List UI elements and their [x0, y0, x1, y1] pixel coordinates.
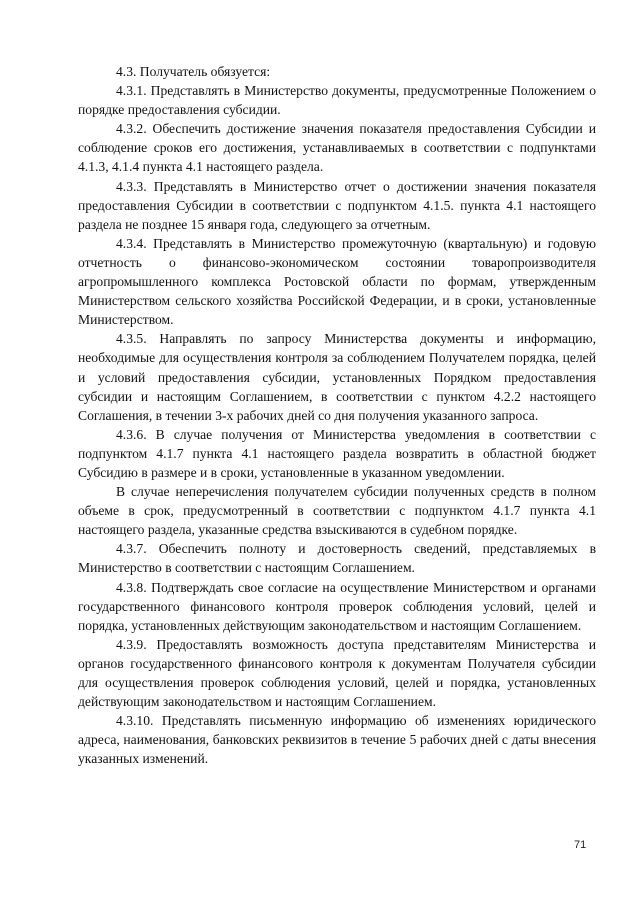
clause-4-3-6: 4.3.6. В случае получения от Министерства уведомления в соответствии с подпунктом 4.1.7 пункта 4.1 настоящего раздела возвратить в областной бюджет Субсидию в размере и в сроки, установленные в указанном уведомлении. — [78, 426, 596, 480]
clause-4-3-6-continuation: В случае неперечисления получателем субсидии полученных средств в полном объеме в срок, предусмотренный в соответствии с подпунктом 4.1.7 пункта 4.1 настоящего раздела, указанные средства взыскиваются в судебном порядке. — [78, 484, 596, 538]
section-heading-4-3: 4.3. Получатель обязуется: — [116, 64, 271, 79]
clause-4-3-9: 4.3.9. Предоставлять возможность доступа представителям Министерства и органов государственного финансового контроля к документам Получателя субсидии для осуществления проверок соблюдения условий, целей и порядка, установленных действующим законодательством и настоящим Соглашением. — [78, 636, 596, 710]
clause-4-3-4: 4.3.4. Представлять в Министерство промежуточную (квартальную) и годовую отчетность о финансово-экономическом состоянии товаропроизводителя агропромышленного комплекса Ростовской области по формам, утвержденным Министерством сельского хозяйства Российской Федерации, и в сроки, установленные Министерством. — [78, 235, 596, 328]
document-body — [78, 62, 596, 768]
clause-4-3-8: 4.3.8. Подтверждать свое согласие на осуществление Министерством и органами государственного финансового контроля проверок соблюдения условий, целей и порядка, установленных действующим законодательством и настоящим Соглашением. — [78, 579, 596, 633]
clause-4-3-10: 4.3.10. Представлять письменную информацию об изменениях юридического адреса, наименования, банковских реквизитов в течение 5 рабочих дней с даты внесения указанных изменений. — [78, 713, 596, 767]
clause-4-3-5: 4.3.5. Направлять по запросу Министерства документы и информацию, необходимые для осуществления контроля за соблюдением Получателем порядка, целей и условий предоставления субсидии, установленных Порядком предоставления субсидии и настоящим Соглашением, в соответствии с пунктом 4.2.2 настоящего Соглашения, в течении 3-х рабочих дней со дня получения указанного запроса. — [78, 331, 596, 423]
clause-4-3-7: 4.3.7. Обеспечить полноту и достоверность сведений, представляемых в Министерство в соответствии с настоящим Соглашением. — [78, 541, 596, 576]
page-number: 71 — [574, 839, 587, 851]
clause-4-3-2: 4.3.2. Обеспечить достижение значения показателя предоставления Субсидии и соблюдение сроков его достижения, устанавливаемых в соответствии с подпунктами 4.1.3, 4.1.4 пункта 4.1 настоящего раздела. — [78, 121, 596, 175]
clause-4-3-1: 4.3.1. Представлять в Министерство документы, предусмотренные Положением о порядке предоставления субсидии. — [78, 83, 596, 118]
clause-4-3-3: 4.3.3. Представлять в Министерство отчет о достижении значения показателя предоставления Субсидии в соответствии с подпунктом 4.1.5. пункта 4.1 настоящего раздела не позднее 15 января года, следующего за отчетным. — [78, 178, 596, 232]
